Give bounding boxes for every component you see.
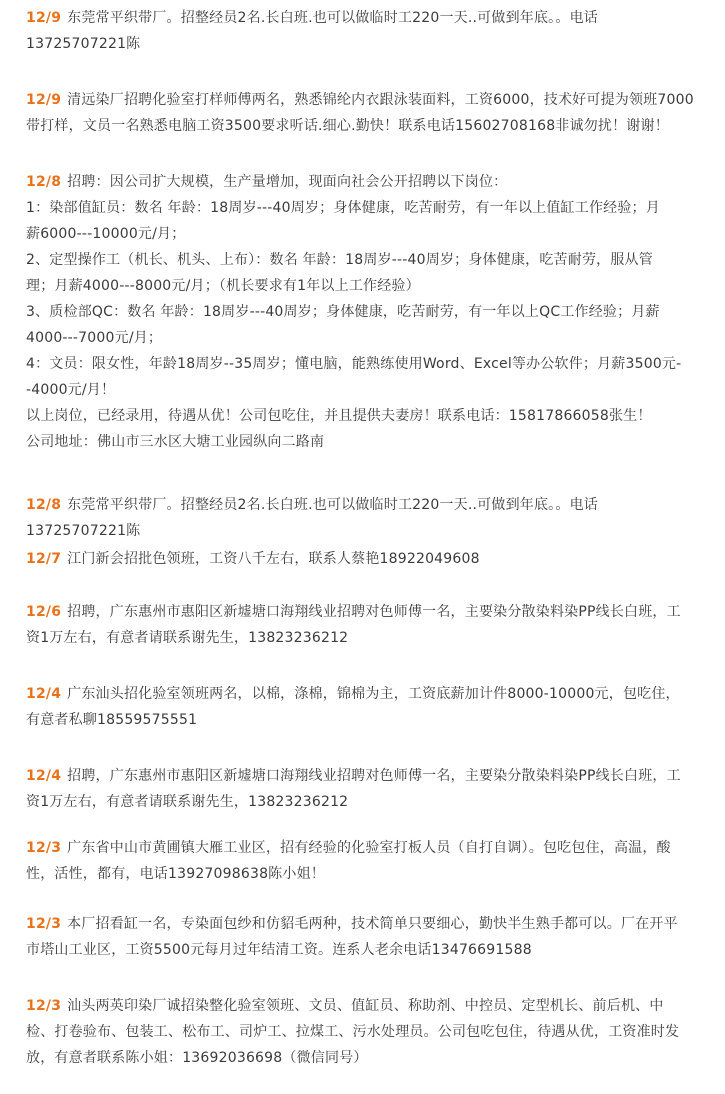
post-text: 带打样，文员一名熟悉电脑工资3500要求听话.细心.勤快！联系电话15602708168非诚勿扰！谢谢！ bbox=[26, 118, 669, 134]
post-date: 12/6 bbox=[26, 604, 62, 620]
post-text: 4000---7000元/月； bbox=[26, 330, 163, 346]
post-date: 12/3 bbox=[26, 840, 62, 856]
post-text: 13725707221陈 bbox=[26, 523, 141, 539]
post-text: 13725707221陈 bbox=[26, 36, 141, 52]
job-post bbox=[26, 993, 704, 1071]
post-text: 1：染部值缸员：数名 年龄：18周岁---40周岁；身体健康，吃苦耐劳，有一年以上值缸工作经验；月 bbox=[26, 200, 660, 216]
post-text: 放，有意者联系陈小姐：13692036698（微信同号） bbox=[26, 1050, 368, 1066]
post-text: 广东汕头招化验室领班两名，以棉，涤棉，锦棉为主，工资底薪加计件8000-10000元，包吃住， bbox=[67, 686, 680, 702]
post-text: 东莞常平织带厂。招整经员2名.长白班.也可以做临时工220一天..可做到年底。。电话 bbox=[67, 497, 598, 513]
post-text: 薪6000---10000元/月； bbox=[26, 226, 186, 242]
job-post bbox=[26, 681, 704, 733]
post-line bbox=[26, 993, 704, 1019]
post-text: 理；月薪4000---8000元/月；（机长要求有1年以上工作经验） bbox=[26, 278, 420, 294]
post-text: 4：文员：限女性，年龄18周岁--35周岁；懂电脑，能熟练使用Word、Excel等办公软件；月薪3500元- bbox=[26, 356, 682, 372]
post-line bbox=[26, 169, 704, 195]
post-text: -4000元/月！ bbox=[26, 382, 116, 398]
post-text: 2、定型操作工（机长、机头、上布）：数名 年龄：18周岁---40周岁；身体健康，吃苦耐劳，服从管 bbox=[26, 252, 653, 268]
post-text: 3、质检部QC：数名 年龄：18周岁---40周岁；身体健康，吃苦耐劳，有一年以上QC工作经验；月薪 bbox=[26, 304, 660, 320]
post-line bbox=[26, 599, 704, 625]
job-post bbox=[26, 763, 704, 815]
post-text: 有意者私聊18559575551 bbox=[26, 712, 198, 728]
post-line bbox=[26, 911, 704, 937]
job-post bbox=[26, 87, 704, 139]
post-text: 性，活性，都有，电话13927098638陈小姐！ bbox=[26, 866, 325, 882]
post-text: 江门新会招批色领班，工资八千左右，联系人蔡艳18922049608 bbox=[67, 551, 480, 567]
post-line bbox=[26, 87, 704, 113]
post-line bbox=[26, 681, 704, 707]
post-text: 清远染厂招聘化验室打样师傅两名，熟悉锦纶内衣跟泳装面料，工资6000，技术好可提为领班7000 bbox=[67, 92, 694, 108]
post-text: 招聘：因公司扩大规模，生产量增加，现面向社会公开招聘以下岗位： bbox=[67, 174, 508, 190]
post-line bbox=[26, 5, 704, 31]
post-text: 汕头两英印染厂诚招染整化验室领班、文员、值缸员、称助剂、中控员、定型机长、前后机、中 bbox=[67, 998, 664, 1014]
post-text: 东莞常平织带厂。招整经员2名.长白班.也可以做临时工220一天..可做到年底。。电话 bbox=[67, 10, 598, 26]
job-post bbox=[26, 169, 704, 455]
post-date: 12/7 bbox=[26, 551, 62, 567]
post-text: 招聘，广东惠州市惠阳区新墟塘口海翔线业招聘对色师傅一名，主要染分散染料染PP线长白班，工 bbox=[67, 768, 681, 784]
post-line bbox=[26, 835, 704, 861]
post-text: 资1万左右，有意者请联系谢先生，13823236212 bbox=[26, 794, 349, 810]
post-text: 招聘，广东惠州市惠阳区新墟塘口海翔线业招聘对色师傅一名，主要染分散染料染PP线长白班，工 bbox=[67, 604, 681, 620]
job-post bbox=[26, 546, 704, 572]
post-text: 以上岗位，已经录用，待遇从优！公司包吃住，并且提供夫妻房！联系电话：15817866058张生！ bbox=[26, 408, 652, 424]
post-text: 资1万左右，有意者请联系谢先生，13823236212 bbox=[26, 630, 349, 646]
post-date: 12/4 bbox=[26, 768, 62, 784]
post-text: 本厂招看缸一名，专染面包纱和仿貂毛两种，技术简单只要细心，勤快半生熟手都可以。厂在开平 bbox=[67, 916, 678, 932]
job-post bbox=[26, 492, 704, 544]
post-date: 12/9 bbox=[26, 92, 62, 108]
job-post bbox=[26, 911, 704, 963]
job-post bbox=[26, 835, 704, 887]
post-date: 12/4 bbox=[26, 686, 62, 702]
post-date: 12/3 bbox=[26, 998, 62, 1014]
post-date: 12/8 bbox=[26, 174, 62, 190]
job-post bbox=[26, 5, 704, 57]
post-text: 市塔山工业区，工资5500元每月过年结清工资。连系人老余电话13476691588 bbox=[26, 942, 532, 958]
post-line bbox=[26, 546, 704, 572]
post-date: 12/9 bbox=[26, 10, 62, 26]
post-line bbox=[26, 763, 704, 789]
post-text: 公司地址：佛山市三水区大塘工业园纵向二路南 bbox=[26, 434, 325, 450]
post-date: 12/8 bbox=[26, 497, 62, 513]
post-date: 12/3 bbox=[26, 916, 62, 932]
job-post bbox=[26, 599, 704, 651]
post-line bbox=[26, 492, 704, 518]
post-text: 广东省中山市黄圃镇大雁工业区，招有经验的化验室打板人员（自打自调）。包吃包住，高温，酸 bbox=[67, 840, 671, 856]
post-text: 检、打卷验布、包装工、松布工、司炉工、拉煤工、污水处理员。公司包吃包住，待遇从优，工资准时发 bbox=[26, 1024, 680, 1040]
